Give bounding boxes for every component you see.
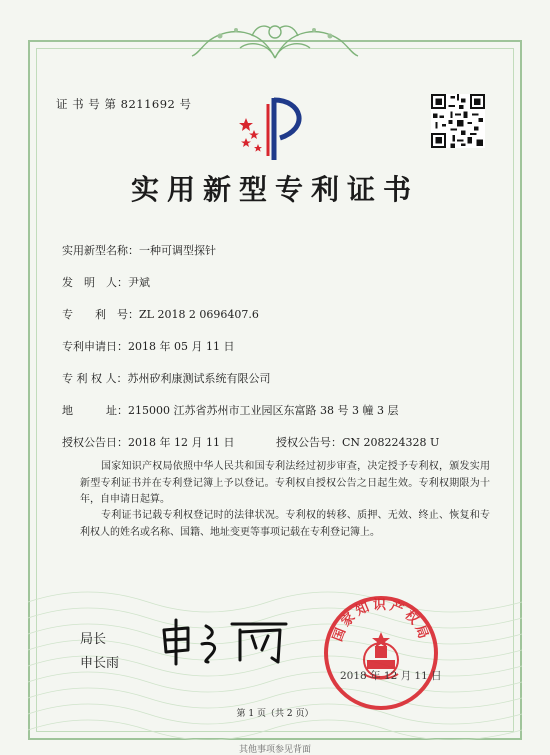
field-address <box>62 402 398 418</box>
certificate-title: 实用新型专利证书 <box>130 173 419 206</box>
field-label: 专 利 权 人： <box>62 372 128 385</box>
field-value: CN 208224328 U <box>342 436 440 449</box>
certificate-number-value: 8211692 <box>120 97 176 111</box>
seal-date: 2018 年 12 月 11 日 <box>340 670 442 682</box>
field-patent-number <box>62 306 259 322</box>
official-seal-icon <box>322 594 440 712</box>
field-grant-date <box>62 434 234 450</box>
field-label: 地 址： <box>62 404 128 417</box>
field-value: 215000 江苏省苏州市工业园区东富路 38 号 3 幢 3 层 <box>128 404 399 417</box>
field-value: 2018 年 05 月 11 日 <box>128 340 235 353</box>
field-value: ZL 2018 2 0696407.6 <box>139 308 259 321</box>
field-label: 授权公告号： <box>276 436 342 449</box>
footer-note: 其他事项参见背面 <box>238 745 311 755</box>
top-ornament-icon <box>190 18 360 64</box>
field-value: 2018 年 12 月 11 日 <box>128 436 235 449</box>
field-label: 实用新型名称： <box>62 244 139 257</box>
body-paragraph: 专利证书记载专利权登记时的法律状况。专利权的转移、质押、无效、终止、恢复和专利权人的姓名或名称、国籍、地址变更等事项记载在专利登记簿上。 <box>80 510 490 538</box>
field-patent-holder <box>62 370 271 386</box>
page-number: 第 1 页（共 2 页） <box>236 709 314 719</box>
field-label: 专 利 号： <box>62 308 139 321</box>
field-value: 一种可调型探针 <box>139 244 216 257</box>
field-value: 苏州矽利康测试系统有限公司 <box>127 372 271 385</box>
certificate-number-suffix: 号 <box>179 97 192 111</box>
field-label: 发 明 人： <box>62 276 128 289</box>
director-name: 申长雨 <box>80 656 120 671</box>
certificate-number <box>56 96 192 112</box>
seal-text: 国家知识产权局 <box>330 598 432 644</box>
field-label: 专利申请日： <box>62 340 128 353</box>
signature-icon <box>158 616 294 668</box>
field-announcement-number <box>276 434 439 450</box>
qr-code-icon <box>431 94 485 148</box>
field-label: 授权公告日： <box>62 436 128 449</box>
cnipa-logo-icon <box>232 92 316 164</box>
field-utility-model-name <box>62 242 216 258</box>
field-inventor <box>62 274 150 290</box>
field-value: 尹斌 <box>128 276 150 289</box>
body-paragraph: 国家知识产权局依照中华人民共和国专利法经过初步审查，决定授予专利权，颁发实用新型专利证书并在专利登记簿上予以登记。专利权自授权公告之日起生效。专利权期限为十年，自申请日起算。 <box>80 461 490 505</box>
field-filing-date <box>62 338 234 354</box>
director-title: 局长 <box>80 632 107 647</box>
certificate-number-label: 证 书 号 第 <box>56 97 117 111</box>
